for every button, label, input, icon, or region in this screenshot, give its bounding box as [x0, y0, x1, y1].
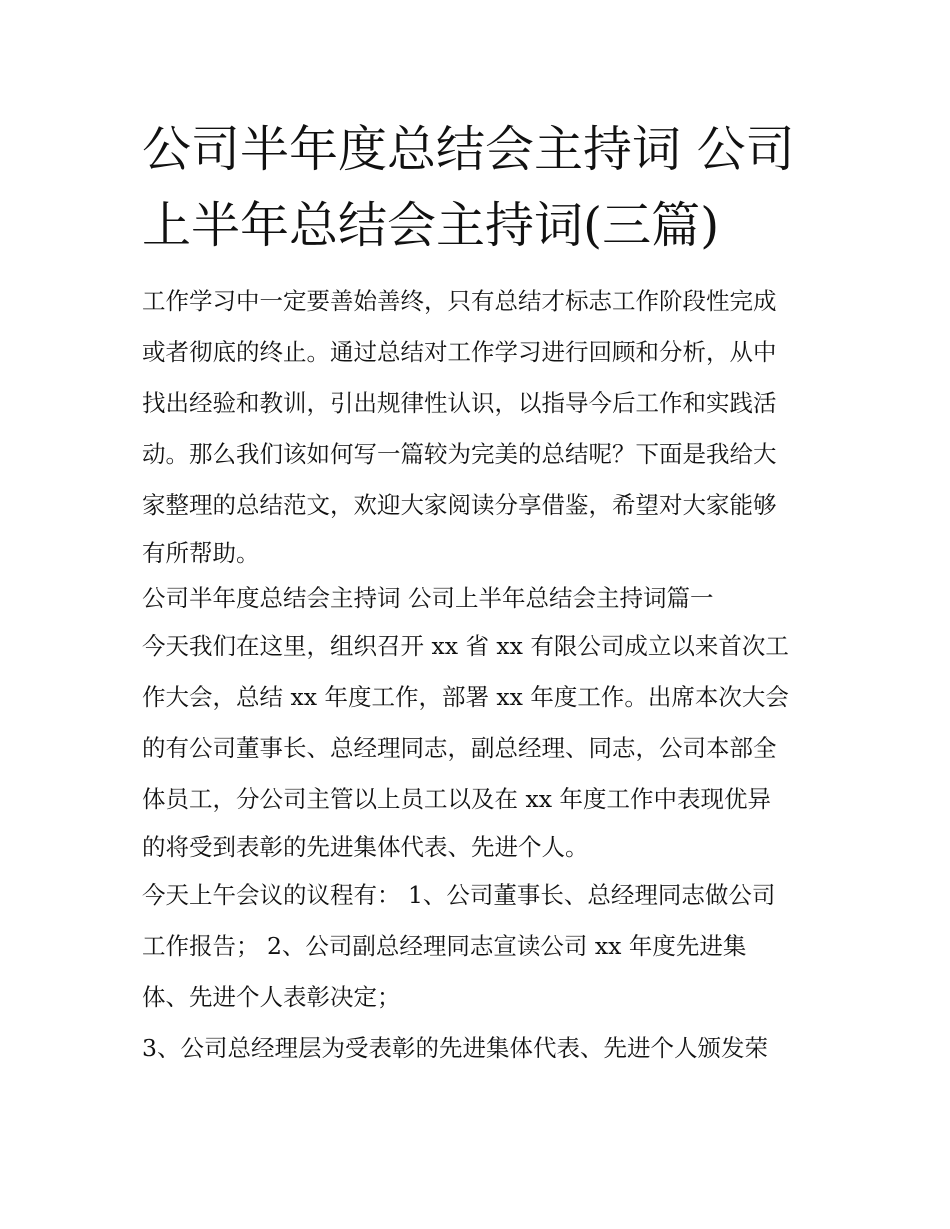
- text-line: 体、先进个人表彰决定；: [142, 983, 401, 1011]
- text-line: 3、公司总经理层为受表彰的先进集体代表、先进个人颁发荣: [142, 1034, 768, 1062]
- title-line-2: 上半年总结会主持词(三篇): [142, 197, 720, 254]
- text-line: 家整理的总结范文，欢迎大家阅读分享借鉴，希望对大家能够: [142, 491, 777, 519]
- text-line: 有所帮助。: [142, 539, 260, 567]
- section-heading: 公司半年度总结会主持词 公司上半年总结会主持词篇一: [142, 584, 714, 612]
- text-line: 或者彻底的终止。通过总结对工作学习进行回顾和分析，从中: [142, 338, 777, 366]
- document-title: [142, 112, 822, 264]
- text-line: 工作学习中一定要善始善终，只有总结才标志工作阶段性完成: [142, 287, 777, 315]
- text-line: 的将受到表彰的先进集体代表、先进个人。: [142, 833, 589, 861]
- title-line-1: 公司半年度总结会主持词 公司: [142, 121, 795, 178]
- text-line: 动。那么我们该如何写一篇较为完美的总结呢？下面是我给大: [142, 440, 777, 468]
- document-body: [142, 276, 832, 1074]
- text-line: 体员工，分公司主管以上员工以及在 xx 年度工作中表现优异: [142, 785, 771, 813]
- text-line: 的有公司董事长、总经理同志，副总经理、同志，公司本部全: [142, 734, 777, 762]
- text-line: 今天我们在这里，组织召开 xx 省 xx 有限公司成立以来首次工: [142, 632, 789, 660]
- text-line: 找出经验和教训，引出规律性认识，以指导今后工作和实践活: [142, 389, 777, 417]
- text-line: 今天上午会议的议程有： 1、公司董事长、总经理同志做公司: [142, 881, 776, 909]
- text-line: 工作报告； 2、公司副总经理同志宣读公司 xx 年度先进集: [142, 932, 747, 960]
- text-line: 作大会，总结 xx 年度工作，部署 xx 年度工作。出席本次大会: [142, 683, 789, 711]
